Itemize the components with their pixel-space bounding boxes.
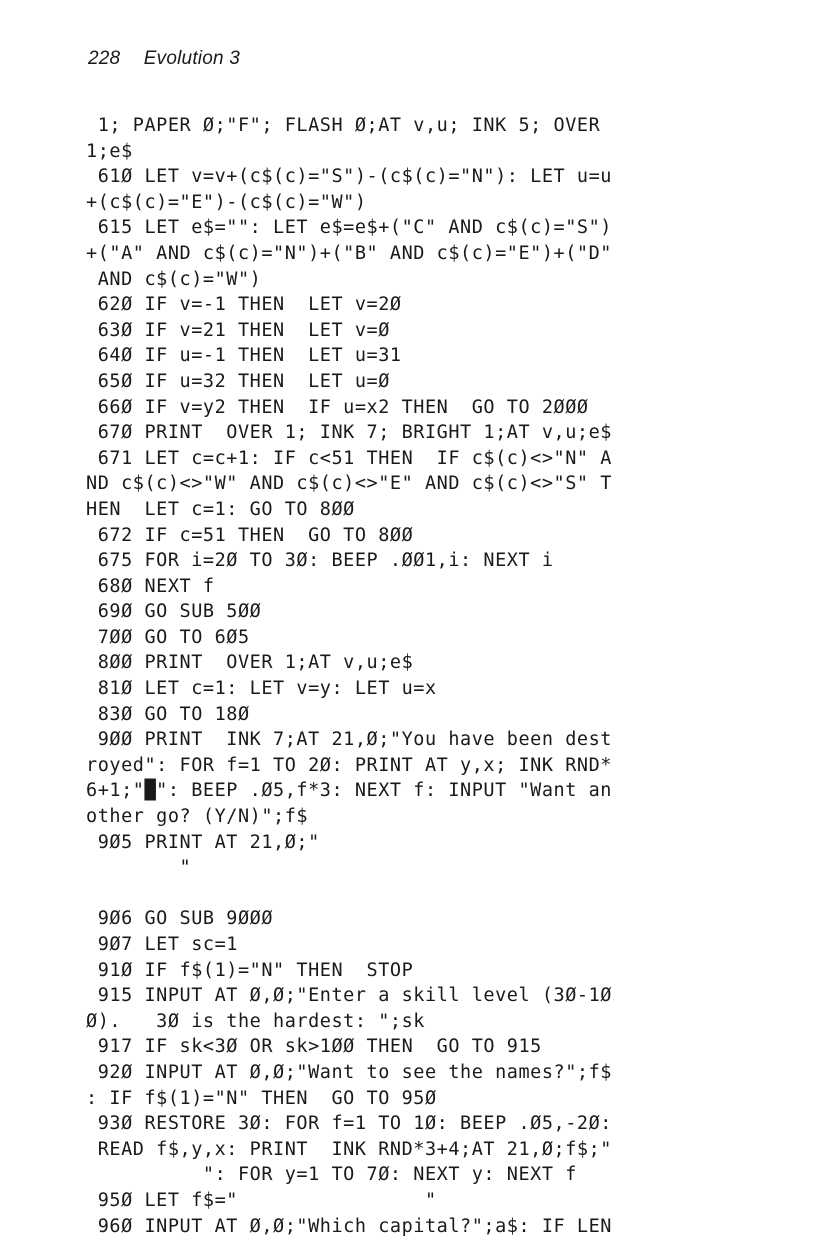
code-line: 83Ø GO TO 18Ø — [86, 703, 250, 725]
code-line — [86, 881, 786, 907]
code-line: AND c$(c)="W") — [86, 268, 262, 290]
basic-program-listing — [86, 113, 786, 1239]
code-line: 9ØØ PRINT INK 7;AT 21,Ø;"You have been dest — [86, 729, 612, 751]
code-line: 7ØØ GO TO 6Ø5 — [86, 626, 250, 648]
running-title: Evolution 3 — [143, 48, 241, 69]
code-line: 62Ø IF v=-1 THEN LET v=2Ø — [86, 294, 402, 316]
code-line: : IF f$(1)="N" THEN GO TO 95Ø — [86, 1087, 437, 1109]
code-line: READ f$,y,x: PRINT INK RND*3+4;AT 21,Ø;f$;" — [86, 1138, 612, 1160]
code-line: 671 LET c=c+1: IF c<51 THEN IF c$(c)<>"N" A — [86, 447, 612, 469]
code-line: 68Ø NEXT f — [86, 575, 215, 597]
code-line: 675 FOR i=2Ø TO 3Ø: BEEP .ØØ1,i: NEXT i — [86, 550, 554, 572]
code-line: 917 IF sk<3Ø OR sk>1ØØ THEN GO TO 915 — [86, 1036, 542, 1058]
code-line: 61Ø LET v=v+(c$(c)="S")-(c$(c)="N"): LET u=u — [86, 166, 612, 188]
code-line: 67Ø PRINT OVER 1; INK 7; BRIGHT 1;AT v,u;e$ — [86, 422, 612, 444]
code-line: 92Ø INPUT AT Ø,Ø;"Want to see the names?";f$ — [86, 1061, 612, 1083]
code-line: 63Ø IF v=21 THEN LET v=Ø — [86, 319, 390, 341]
code-line: 1;e$ — [86, 140, 133, 162]
code-line: 69Ø GO SUB 5ØØ — [86, 601, 262, 623]
code-line: 9Ø7 LET sc=1 — [86, 934, 238, 955]
code-line: HEN LET c=1: GO TO 8ØØ — [86, 498, 355, 520]
code-line: " — [86, 857, 192, 879]
code-line: 9Ø5 PRINT AT 21,Ø;" — [86, 831, 320, 853]
page-number: 228 — [88, 48, 121, 69]
code-line: 9Ø6 GO SUB 9ØØØ — [86, 908, 274, 930]
code-line: +(c$(c)="E")-(c$(c)="W") — [86, 191, 367, 213]
code-line: 91Ø IF f$(1)="N" THEN STOP — [86, 959, 414, 981]
code-line: 6+1;"█": BEEP .Ø5,f*3: NEXT f: INPUT "Want an — [86, 780, 612, 802]
code-line: 8ØØ PRINT OVER 1;AT v,u;e$ — [86, 652, 414, 674]
code-line: royed": FOR f=1 TO 2Ø: PRINT AT y,x; INK RND* — [86, 754, 612, 776]
code-line: 93Ø RESTORE 3Ø: FOR f=1 TO 1Ø: BEEP .Ø5,-2Ø: — [86, 1113, 612, 1135]
code-line: 915 INPUT AT Ø,Ø;"Enter a skill level (3Ø-1Ø — [86, 985, 612, 1007]
code-line: 615 LET e$="": LET e$=e$+("C" AND c$(c)="S") — [86, 217, 612, 239]
code-line: 95Ø LET f$=" " — [86, 1189, 437, 1211]
code-line: 1; PAPER Ø;"F"; FLASH Ø;AT v,u; INK 5; OVER — [86, 115, 601, 136]
code-line: 672 IF c=51 THEN GO TO 8ØØ — [86, 524, 414, 546]
code-line: 81Ø LET c=1: LET v=y: LET u=x — [86, 678, 437, 700]
code-line: 96Ø INPUT AT Ø,Ø;"Which capital?";a$: IF LEN — [86, 1215, 612, 1237]
code-line: 66Ø IF v=y2 THEN IF u=x2 THEN GO TO 2ØØØ — [86, 396, 589, 418]
page-header — [88, 48, 240, 70]
code-line: ND c$(c)<>"W" AND c$(c)<>"E" AND c$(c)<>"S" T — [86, 473, 612, 495]
code-line: other go? (Y/N)";f$ — [86, 806, 309, 828]
code-line: Ø). 3Ø is the hardest: ";sk — [86, 1010, 425, 1032]
code-line: +("A" AND c$(c)="N")+("B" AND c$(c)="E")+("D" — [86, 242, 612, 264]
code-line: ": FOR y=1 TO 7Ø: NEXT y: NEXT f — [86, 1164, 577, 1186]
code-line: 65Ø IF u=32 THEN LET u=Ø — [86, 370, 390, 392]
code-line: 64Ø IF u=-1 THEN LET u=31 — [86, 345, 402, 367]
